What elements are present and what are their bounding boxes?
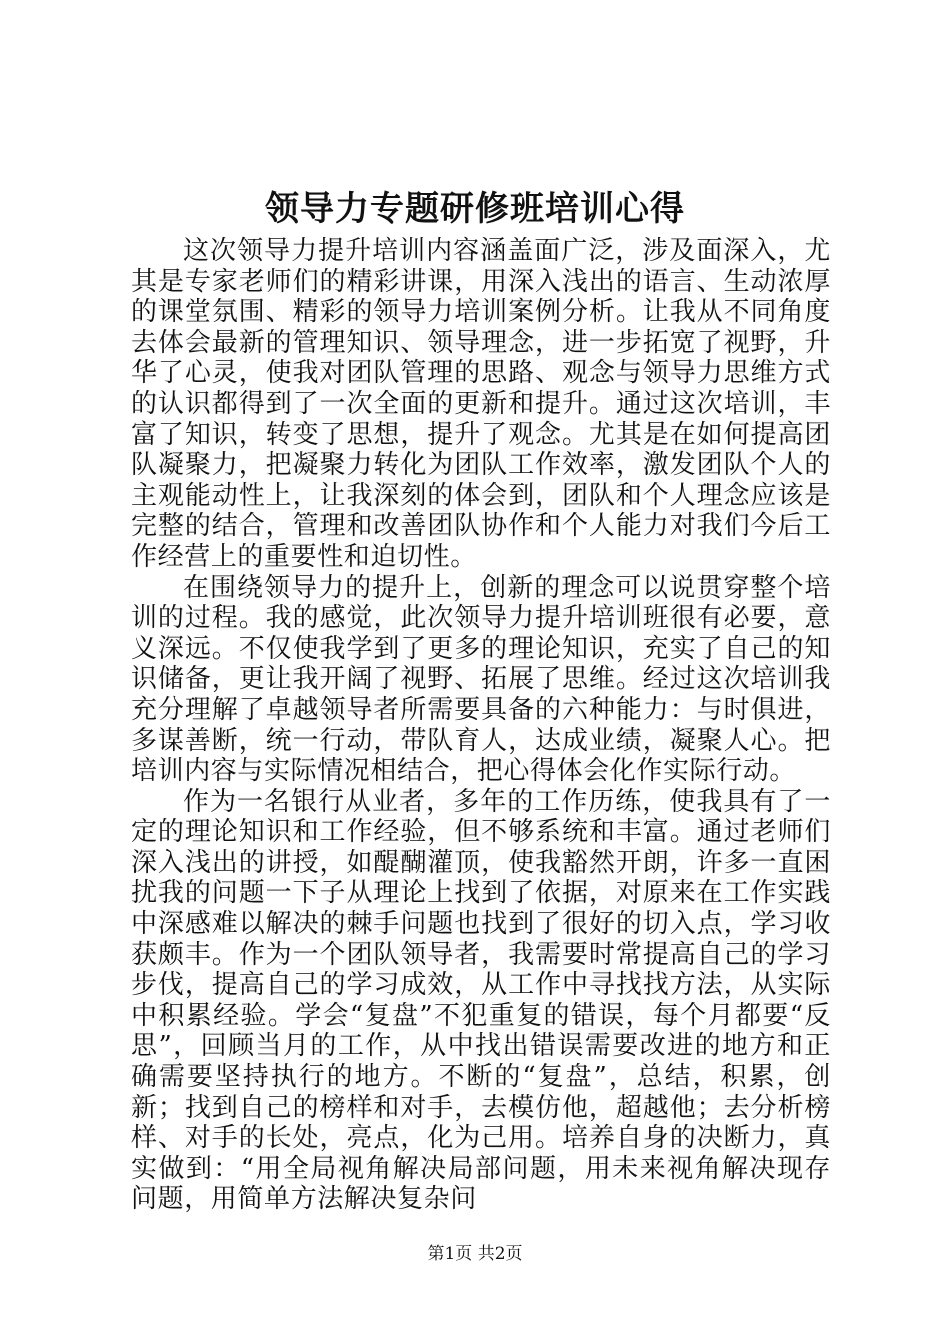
paragraph-3: 作为一名银行从业者，多年的工作历练，使我具有了一定的理论知识和工作经验，但不够系统和丰富。通过老师们深入浅出的讲授，如醍醐灌顶，使我豁然开朗，许多一直困扰我的问题一下子从理论上找到了依据，对原来在工作实践中深感难以解决的棘手问题也找到了很好的切入点，学习收获颇丰。作为一个团队领导者，我需要时常提高自己的学习步伐，提高自己的学习成效，从工作中寻找找方法，从实际中积累经验。学会“复盘”不犯重复的错误，每个月都要“反思”，回顾当月的工作，从中找出错误需要改进的地方和正确需要坚持执行的地方。不断的“复盘”，总结，积累，创新；找到自己的榜样和对手，去模仿他，超越他；去分析榜样、对手的长处，亮点，化为己用。培养自身的决断力，真实做到：“用全局视角解决局部问题，用未来视角解决现存问题，用简单方法解决复杂问: [131, 786, 831, 1215]
document-title: 领导力专题研修班培训心得: [265, 189, 685, 229]
paragraph-1: 这次领导力提升培训内容涵盖面广泛，涉及面深入，尤其是专家老师们的精彩讲课，用深入浅出的语言、生动浓厚的课堂氛围、精彩的领导力培训案例分析。让我从不同角度去体会最新的管理知识、领导理念，进一步拓宽了视野，升华了心灵，使我对团队管理的思路、观念与领导力思维方式的认识都得到了一次全面的更新和提升。通过这次培训，丰富了知识，转变了思想，提升了观念。尤其是在如何提高团队凝聚力，把凝聚力转化为团队工作效率，激发团队个人的主观能动性上，让我深刻的体会到，团队和个人理念应该是完整的结合，管理和改善团队协作和个人能力对我们今后工作经营上的重要性和迫切性。: [131, 236, 831, 572]
page-number-footer: 第1页 共2页: [427, 1244, 523, 1264]
paragraph-2: 在围绕领导力的提升上，创新的理念可以说贯穿整个培训的过程。我的感觉，此次领导力提升培训班很有必要，意义深远。不仅使我学到了更多的理论知识，充实了自己的知识储备，更让我开阔了视野、拓展了思维。经过这次培训我充分理解了卓越领导者所需要具备的六种能力：与时俱进，多谋善断，统一行动，带队育人，达成业绩，凝聚人心。把培训内容与实际情况相结合，把心得体会化作实际行动。: [131, 572, 831, 787]
document-body: [131, 236, 831, 1215]
